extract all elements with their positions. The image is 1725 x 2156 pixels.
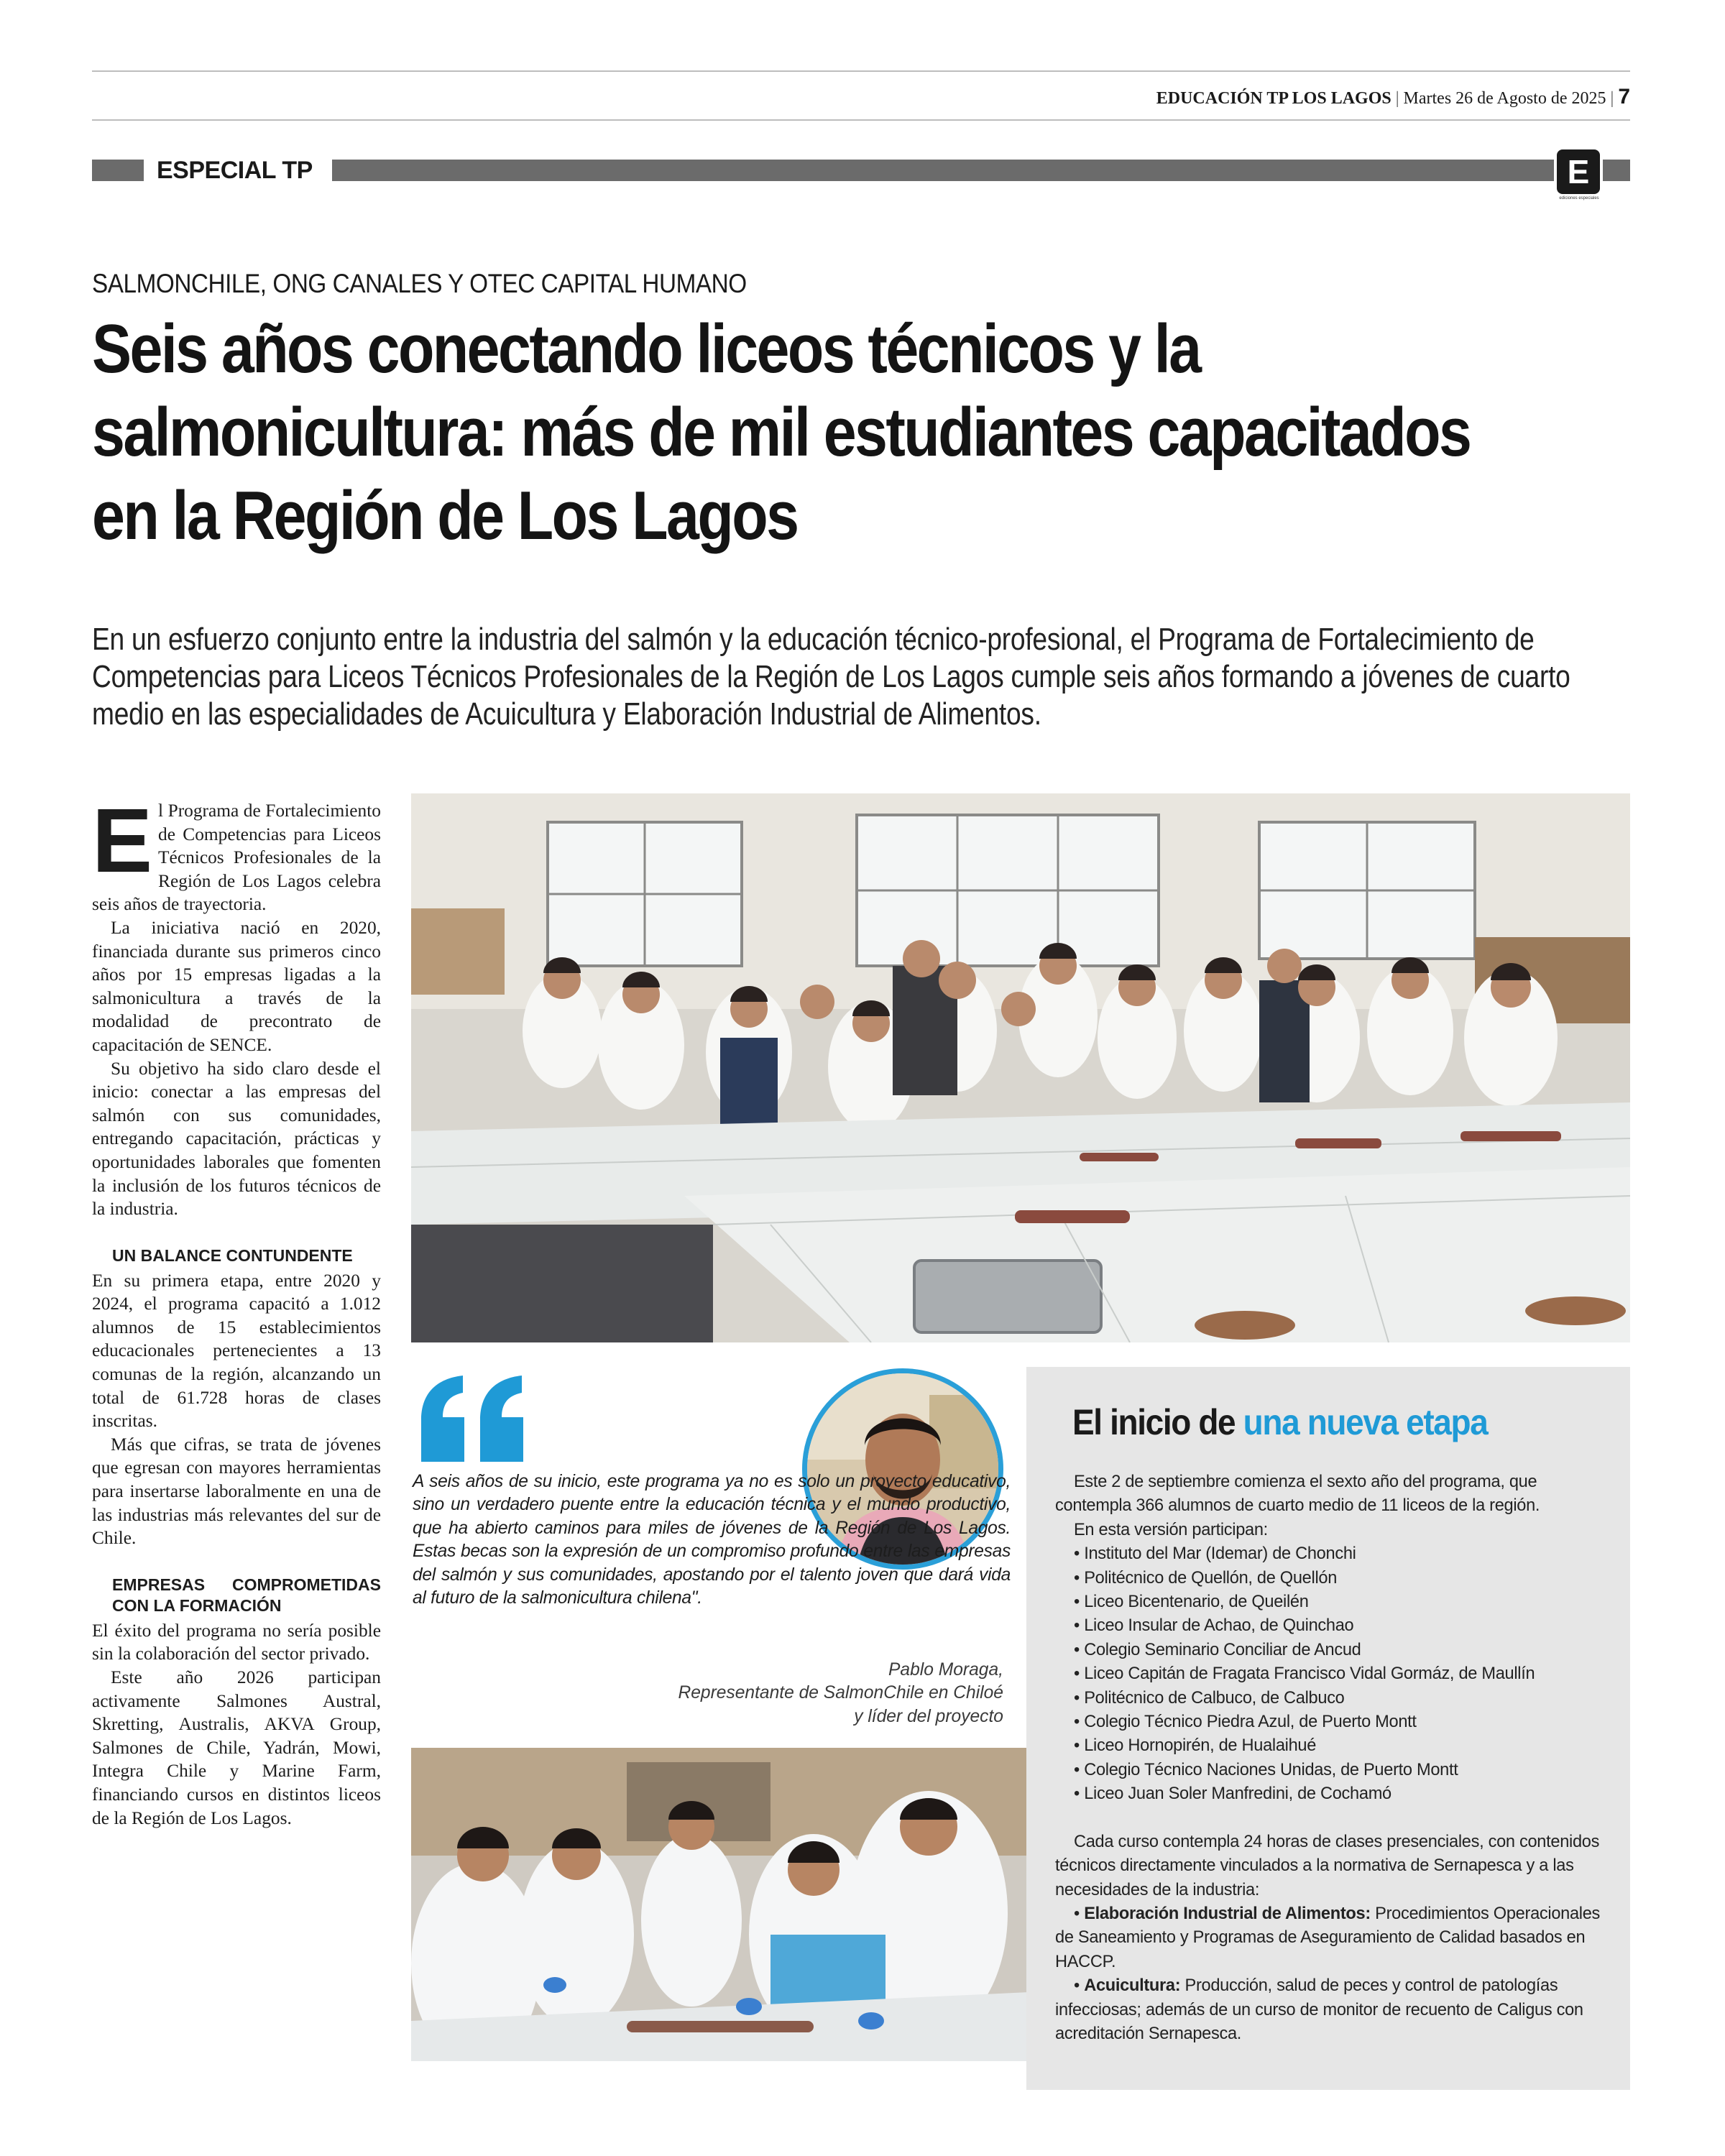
band-bar-right bbox=[332, 160, 1554, 181]
sidebar-intro: Este 2 de septiembre comienza el sexto año del programa, que contempla 366 alumnos de cuarto medio de 11 liceos de la región. bbox=[1055, 1473, 1540, 1516]
body-paragraph: El éxito del programa no sería posible sin la colaboración del sector privado. bbox=[92, 1620, 381, 1664]
quote-speaker-name: Pablo Moraga, bbox=[888, 1660, 1003, 1680]
pull-quote-text: A seis años de su inicio, este programa ya no es solo un proyecto educativo, sino un verdadero puente entre la educación técnica y el mundo productivo, que ha abierto caminos para miles de jóvenes de la Región de Los Lagos. Estas becas son la expresión de un compromiso profundo entre las empresas del salmón y sus comunidades, apostando por el talento joven que dará vida al futuro de la salmonicultura chilena". bbox=[413, 1472, 1011, 1608]
logo-caption: ediciones especiales bbox=[1559, 196, 1599, 201]
school-item: • Instituto del Mar (Idemar) de Chonchi bbox=[1074, 1542, 1610, 1566]
school-item: • Politécnico de Quellón, de Quellón bbox=[1074, 1567, 1610, 1590]
students-dissection-photo bbox=[411, 1748, 1029, 2061]
quote-speaker-role-2: y líder del proyecto bbox=[854, 1706, 1003, 1726]
quote-mark-icon bbox=[415, 1374, 530, 1465]
section-name: EDUCACIÓN TP LOS LAGOS bbox=[1156, 89, 1392, 108]
band-bar-left bbox=[92, 160, 144, 181]
school-item: • Liceo Juan Soler Manfredini, de Cochamó bbox=[1074, 1782, 1610, 1806]
quote-speaker-role: Representante de SalmonChile en Chiloé bbox=[678, 1683, 1003, 1703]
article-body bbox=[92, 790, 381, 1830]
e-logo-icon: E bbox=[1557, 149, 1600, 194]
school-item: • Liceo Bicentenario, de Queilén bbox=[1074, 1590, 1610, 1614]
body-paragraph: Su objetivo ha sido claro desde el inicio: conectar a las empresas del salmón con sus comunidades, entregando capacitación, prácticas y oportunidades laborales que fomenten la inclusión de los futuros técnicos de la industria. bbox=[92, 1058, 381, 1220]
page-folio: EDUCACIÓN TP LOS LAGOS | Martes 26 de Agosto de 2025 | 7 bbox=[1156, 85, 1630, 109]
issue-date: Martes 26 de Agosto de 2025 bbox=[1403, 89, 1606, 108]
section-band-label: ESPECIAL TP bbox=[157, 157, 313, 184]
school-item: • Colegio Técnico Piedra Azul, de Puerto Montt bbox=[1074, 1710, 1610, 1734]
sidebar-list-intro: En esta versión participan: bbox=[1074, 1520, 1268, 1539]
sidebar-hours: Cada curso contempla 24 horas de clases presenciales, con contenidos técnicos directamente vinculados a la normativa de Sernapesca y a las necesidades de la industria: bbox=[1055, 1832, 1600, 1899]
sidebar-bullet: • Elaboración Industrial de Alimentos: Procedimientos Operacionales de Saneamiento y Programas de Aseguramiento de Calidad basados en HACCP. bbox=[1055, 1904, 1601, 1971]
quote-attribution bbox=[604, 1659, 1003, 1728]
lab-group-photo bbox=[411, 793, 1630, 1342]
subhead: UN BALANCE CONTUNDENTE bbox=[112, 1245, 353, 1265]
folio-rule bbox=[92, 119, 1630, 121]
school-item: • Liceo Insular de Achao, de Quinchao bbox=[1074, 1614, 1610, 1638]
sidebar-bullet: • Acuicultura: Producción, salud de peces y control de patologías infecciosas; además de un curso de monitor de recuento de Caligus con acreditación Sernapesca. bbox=[1055, 1976, 1583, 2043]
school-list bbox=[1074, 1542, 1610, 1806]
body-paragraph: Este año 2026 participan activamente Salmones Austral, Skretting, Australis, AKVA Group, Salmones de Chile, Yadrán, Mowi, Integra Chile y Marine Farm, financiando cursos en distintos liceos de la Región de Los Lagos. bbox=[92, 1667, 381, 1828]
school-item: • Politécnico de Calbuco, de Calbuco bbox=[1074, 1687, 1610, 1710]
body-paragraph: La iniciativa nació en 2020, financiada durante sus primeros cinco años por 15 empresas ligadas a la salmonicultura a través de la modalidad de precontrato de capacitación de SENCE. bbox=[92, 917, 381, 1055]
sidebar-title: El inicio de una nueva etapa bbox=[1072, 1402, 1488, 1442]
lead-paragraph: En un esfuerzo conjunto entre la industria del salmón y la educación técnico-profesional, el Programa de Fortalecimiento de Competencias para Liceos Técnicos Profesionales de la Región de Los Lagos cumple seis años formando a jóvenes de cuarto medio en las especialidades de Acuicultura y Elaboración Industrial de Alimentos. bbox=[92, 622, 1570, 732]
page-number: 7 bbox=[1618, 85, 1630, 109]
band-bar-tail bbox=[1603, 160, 1630, 181]
school-item: • Colegio Técnico Naciones Unidas, de Puerto Montt bbox=[1074, 1759, 1610, 1782]
body-paragraph: En su primera etapa, entre 2020 y 2024, el programa capacitó a 1.012 alumnos de 15 establecimientos educacionales pertenecientes a 13 comunas de la región, alcanzando un total de 61.728 horas de clases inscritas. bbox=[92, 1270, 381, 1432]
headline: Seis años conectando liceos técnicos y la salmonicultura: más de mil estudiantes capacitados en la Región de Los Lagos bbox=[92, 310, 1471, 554]
top-rule bbox=[92, 70, 1630, 72]
drop-cap: E bbox=[92, 790, 153, 891]
school-item: • Liceo Hornopirén, de Hualaihué bbox=[1074, 1734, 1610, 1758]
kicker: SALMONCHILE, ONG CANALES Y OTEC CAPITAL HUMANO bbox=[92, 269, 747, 298]
subhead: EMPRESAS COMPROMETIDAS CON LA FORMACIÓN bbox=[112, 1575, 381, 1615]
body-paragraph: El Programa de Fortalecimiento de Competencias para Liceos Técnicos Profesionales de la Región de Los Lagos celebra seis años de trayectoria. bbox=[92, 790, 381, 915]
sidebar-body bbox=[1055, 1470, 1610, 2046]
school-item: • Liceo Capitán de Fragata Francisco Vidal Gormáz, de Maullín bbox=[1074, 1662, 1610, 1686]
body-paragraph: Más que cifras, se trata de jóvenes que egresan con mayores herramientas para insertarse laboralmente en una de las industrias más relevantes del sur de Chile. bbox=[92, 1434, 381, 1549]
school-item: • Colegio Seminario Conciliar de Ancud bbox=[1074, 1639, 1610, 1662]
